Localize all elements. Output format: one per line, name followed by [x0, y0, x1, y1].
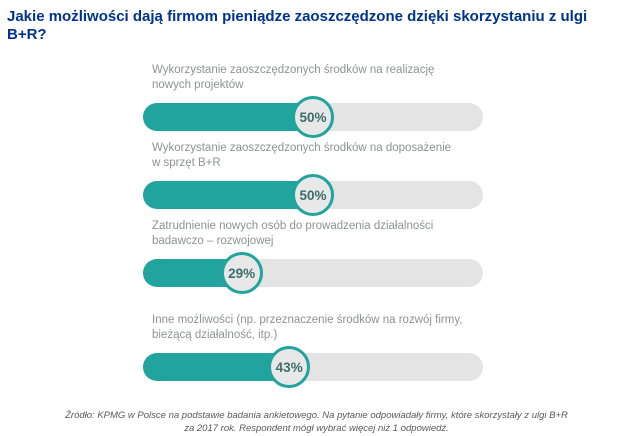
bar-category-label — [143, 141, 483, 171]
chart-title: Jakie możliwości dają firmom pieniądze zaoszczędzone dzięki skorzystaniu z ulgi B+R? — [7, 8, 588, 43]
bar-track — [143, 353, 483, 381]
source-note-line: za 2017 rok. Respondent mógł wybrać więcej niż 1 odpowiedź. — [184, 423, 449, 434]
bar-category-label-line: Wykorzystanie zaoszczędzonych środków na doposażenie — [152, 142, 452, 154]
bar-track — [143, 181, 483, 209]
bar-category-label-line: Wykorzystanie zaoszczędzonych środków na realizację — [152, 64, 435, 76]
bar-category-label-line: nowych projektów — [152, 79, 244, 91]
source-note-line: Źródło: KPMG w Polsce na podstawie badania ankietowego. Na pytanie odpowiadały firmy, które skorzystały z ulgi B+R — [65, 410, 568, 421]
bar-category-label — [143, 63, 483, 93]
bar-category-label-line: w sprzęt B+R — [152, 157, 221, 169]
bar-category-label — [143, 219, 483, 249]
value-badge — [292, 174, 334, 216]
bar-group — [143, 313, 483, 381]
bar-row — [143, 181, 483, 209]
bar-category-label-line: Zatrudnienie nowych osób do prowadzenia działalności — [152, 220, 434, 232]
bar-group — [143, 141, 483, 209]
bar-fill — [143, 181, 313, 209]
bar-category-label — [143, 313, 483, 343]
bar-track — [143, 259, 483, 287]
bar-fill — [143, 103, 313, 131]
value-badge — [292, 96, 334, 138]
value-label: 50% — [299, 187, 327, 203]
bar-row — [143, 353, 483, 381]
bar-group — [143, 63, 483, 131]
source-note — [0, 409, 633, 435]
bar-category-label-line: badawczo – rozwojowej — [152, 235, 274, 247]
bar-row — [143, 259, 483, 287]
value-badge — [268, 346, 310, 388]
bar-group — [143, 219, 483, 287]
bar-track — [143, 103, 483, 131]
bar-chart — [143, 63, 483, 381]
value-label: 29% — [228, 265, 256, 281]
bar-category-label-line: bieżącą działalność, itp.) — [152, 329, 278, 341]
value-label: 43% — [275, 359, 303, 375]
survey-chart-page — [0, 8, 633, 436]
value-badge — [221, 252, 263, 294]
bar-row — [143, 103, 483, 131]
bar-category-label-line: Inne możliwości (np. przeznaczenie środków na rozwój firmy, — [152, 314, 463, 326]
value-label: 50% — [299, 109, 327, 125]
